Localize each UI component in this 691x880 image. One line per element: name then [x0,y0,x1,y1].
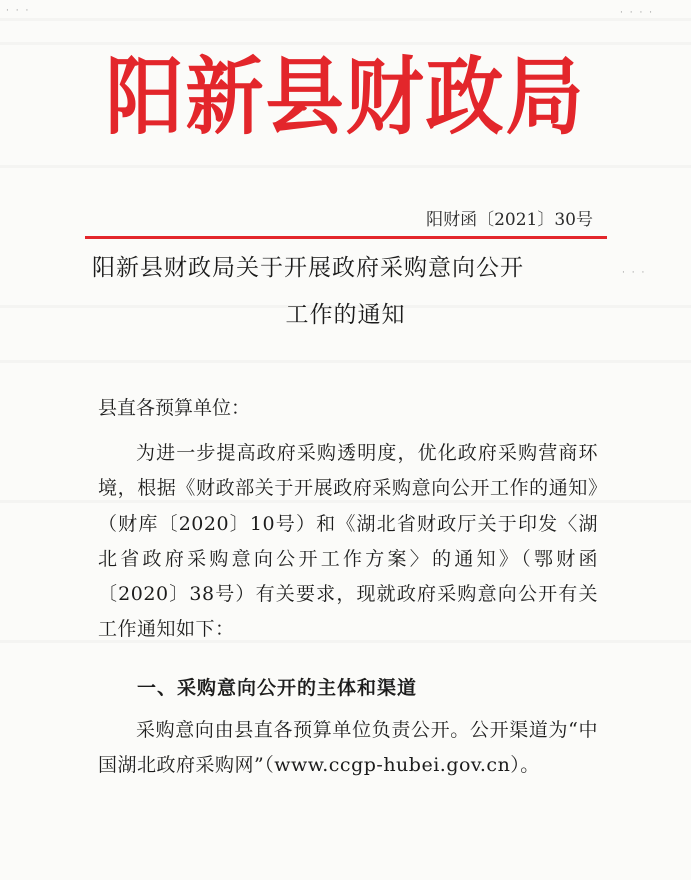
document-title-line-1: 阳新县财政局关于开展政府采购意向公开 [92,255,524,281]
show-through-line [0,360,691,363]
section-heading: 一、采购意向公开的主体和渠道 [137,677,418,699]
scan-speck: · · · [622,268,647,278]
scan-speck: · · · · [620,8,655,18]
show-through-line [0,42,691,45]
document-number: 阳财函〔2021〕30号 [426,210,593,230]
show-through-line [0,165,691,168]
scan-speck: · · · [6,6,31,16]
show-through-line [0,18,691,21]
body-paragraph: 采购意向由县直各预算单位负责公开。公开渠道为“中国湖北政府采购网”（www.ccgp-hubei.gov.cn）。 [98,719,598,777]
issuing-authority-header: 阳新县财政局 [105,48,586,147]
addressee: 县直各预算单位： [98,397,251,419]
body-paragraph: 为进一步提高政府采购透明度，优化政府采购营商环境，根据《财政部关于开展政府采购意向公开工作的通知》（财库〔2020〕10号）和《湖北省财政厅关于印发〈湖北省政府采购意向公开工作方案〉的通知》（鄂财函〔2020〕38号）有关要求，现就政府采购意向公开有关工作通知如下： [98,442,598,641]
red-header-rule [85,236,607,239]
document-title-line-2: 工作的通知 [285,302,406,328]
